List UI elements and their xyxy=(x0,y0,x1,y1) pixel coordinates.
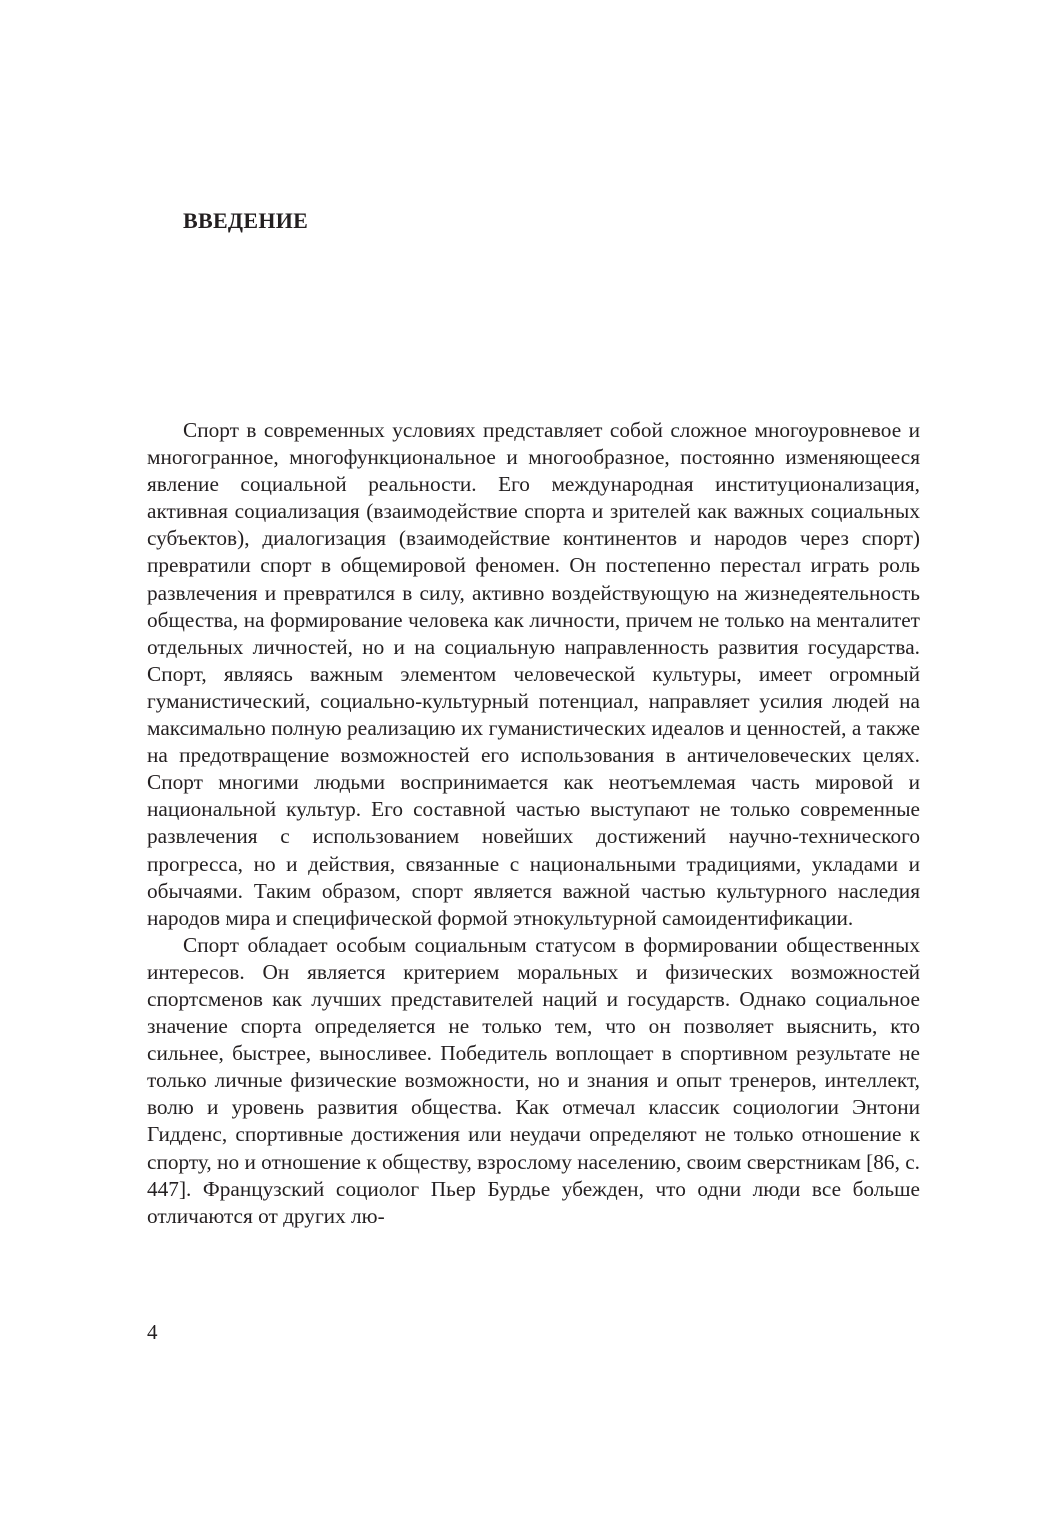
page-number: 4 xyxy=(147,1320,158,1344)
chapter-heading: ВВЕДЕНИЕ xyxy=(183,208,309,233)
body-text xyxy=(147,417,920,1230)
paragraph-2: Спорт обладает особым социальным статусом в формировании общественных интересов. Он является критерием моральных и физических возможностей спортсменов как лучших представителей наций и государств. Однако социальное значение спорта определяется не только тем, что он позволяет выяснить, кто сильнее, быстрее, выносливее. Победитель воплощает в спортивном результате не только личные физические возможности, но и знания и опыт тренеров, интеллект, волю и уровень развития общества. Как отмечал классик социологии Энтони Гидденс, спортивные достижения или неудачи определяют не только отношение к спорту, но и отношение к обществу, взрослому населению, своим сверстникам [86, с. 447]. Французский социолог Пьер Бурдье убежден, что одни люди все больше отличаются от других лю- xyxy=(147,932,920,1228)
paragraph-1: Спорт в современных условиях представляет собой сложное многоуровневое и многогранное, многофункциональное и многообразное, постоянно изменяющееся явление социальной реальности. Его международная институционализация, активная социализация (взаимодействие спорта и зрителей как важных социальных субъектов), диалогизация (взаимодействие континентов и народов через спорт) превратили спорт в общемировой феномен. Он постепенно перестал играть роль развлечения и превратился в силу, активно воздействующую на жизнедеятельность общества, на формирование человека как личности, причем не только на менталитет отдельных личностей, но и на социальную направленность развития государства. Спорт, являясь важным элементом человеческой культуры, имеет огромный гуманистический, социально-культурный потенциал, направляет усилия людей на максимально полную реализацию их гуманистических идеалов и ценностей, а также на предотвращение возможностей его использования в античеловеческих целях. Спорт многими людьми воспринимается как неотъемлемая часть мировой и национальной культур. Его составной частью выступают не только современные развлечения с использованием новейших достижений научно-технического прогресса, но и действия, связанные с национальными традициями, укладами и обычаями. Таким образом, спорт является важной частью культурного наследия народов мира и специфической формой этнокультурной самоидентификации. xyxy=(147,418,920,930)
